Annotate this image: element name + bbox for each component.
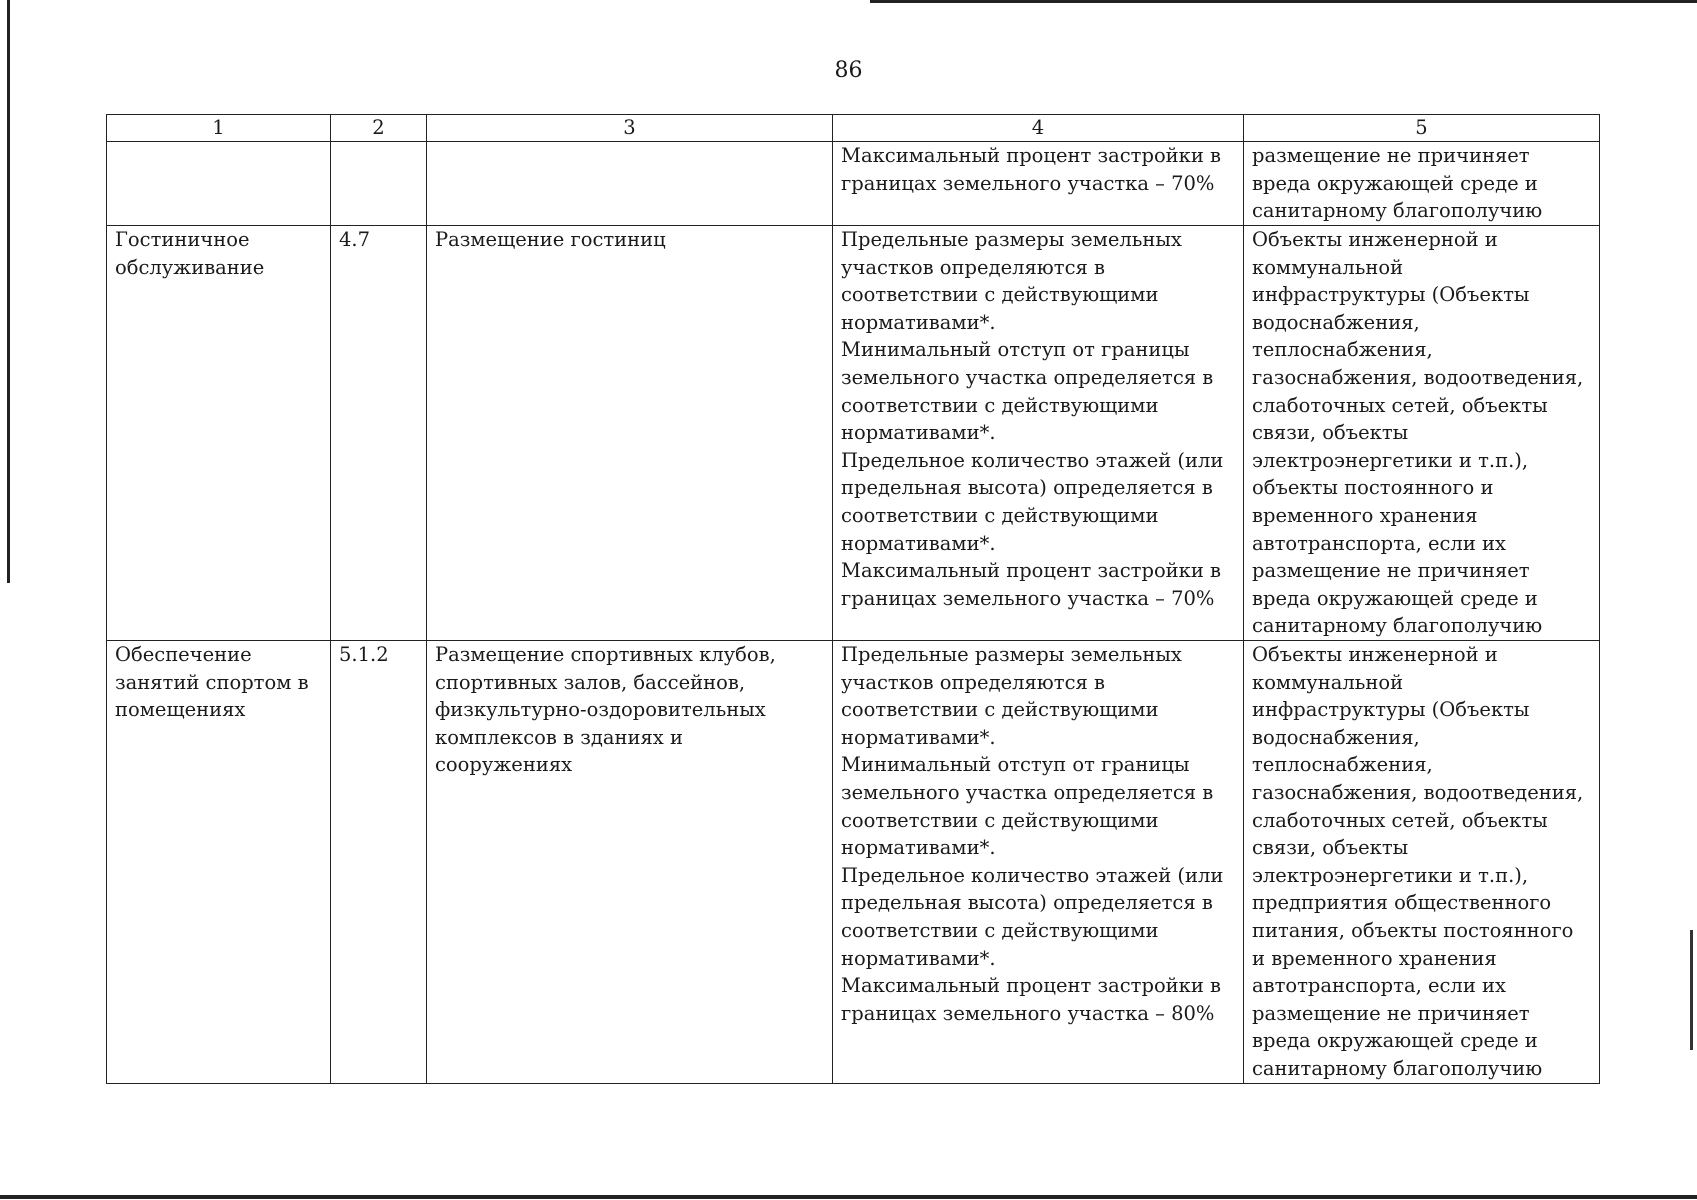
header-cell-3: 3 bbox=[427, 115, 833, 142]
use-type-cell: Обеспечение занятий спортом в помещениях bbox=[107, 641, 331, 1084]
table-row bbox=[107, 142, 1600, 226]
table-row bbox=[107, 641, 1600, 1084]
table-header-row bbox=[107, 115, 1600, 142]
parameters-cell: Максимальный процент застройки в границах земельного участка – 70% bbox=[833, 142, 1244, 226]
header-cell-1: 1 bbox=[107, 115, 331, 142]
parameters-cell: Предельные размеры земельных участков определяются в соответствии с действующими нормативами*. Минимальный отступ от границы земельного участка определяется в соответствии с действующими нормативами*. Предельное количество этажей (или предельная высота) определяется в соответствии с действующими нормативами*. Максимальный процент застройки в границах земельного участка – 80% bbox=[833, 641, 1244, 1084]
page-number: 86 bbox=[834, 58, 863, 83]
scan-border-top bbox=[870, 0, 1697, 3]
code-cell: 5.1.2 bbox=[331, 641, 427, 1084]
header-cell-4: 4 bbox=[833, 115, 1244, 142]
auxiliary-uses-cell: Объекты инженерной и коммунальной инфраструктуры (Объекты водоснабжения, теплоснабжения, газоснабжения, водоотведения, слаботочных сетей, объекты связи, объекты электроэнергетики и т.п.), объекты постоянного и временного хранения автотранспорта, если их размещение не причиняет вреда окружающей среде и санитарному благополучию bbox=[1244, 226, 1600, 641]
scan-border-right bbox=[1690, 930, 1693, 1050]
description-cell: Размещение гостиниц bbox=[427, 226, 833, 641]
zoning-table bbox=[106, 114, 1600, 1084]
use-type-cell: Гостиничное обслуживание bbox=[107, 226, 331, 641]
table-row bbox=[107, 226, 1600, 641]
parameters-cell: Предельные размеры земельных участков определяются в соответствии с действующими нормативами*. Минимальный отступ от границы земельного участка определяется в соответствии с действующими нормативами*. Предельное количество этажей (или предельная высота) определяется в соответствии с действующими нормативами*. Максимальный процент застройки в границах земельного участка – 70% bbox=[833, 226, 1244, 641]
code-cell bbox=[331, 142, 427, 226]
auxiliary-uses-cell: размещение не причиняет вреда окружающей среде и санитарному благополучию bbox=[1244, 142, 1600, 226]
description-cell bbox=[427, 142, 833, 226]
scan-border-bottom bbox=[0, 1195, 1697, 1199]
code-cell: 4.7 bbox=[331, 226, 427, 641]
use-type-cell bbox=[107, 142, 331, 226]
description-cell: Размещение спортивных клубов, спортивных залов, бассейнов, физкультурно-оздоровительных комплексов в зданиях и сооружениях bbox=[427, 641, 833, 1084]
scan-border-left bbox=[7, 0, 10, 583]
auxiliary-uses-cell: Объекты инженерной и коммунальной инфраструктуры (Объекты водоснабжения, теплоснабжения, газоснабжения, водоотведения, слаботочных сетей, объекты связи, объекты электроэнергетики и т.п.), предприятия общественного питания, объекты постоянного и временного хранения автотранспорта, если их размещение не причиняет вреда окружающей среде и санитарному благополучию bbox=[1244, 641, 1600, 1084]
header-cell-2: 2 bbox=[331, 115, 427, 142]
header-cell-5: 5 bbox=[1244, 115, 1600, 142]
